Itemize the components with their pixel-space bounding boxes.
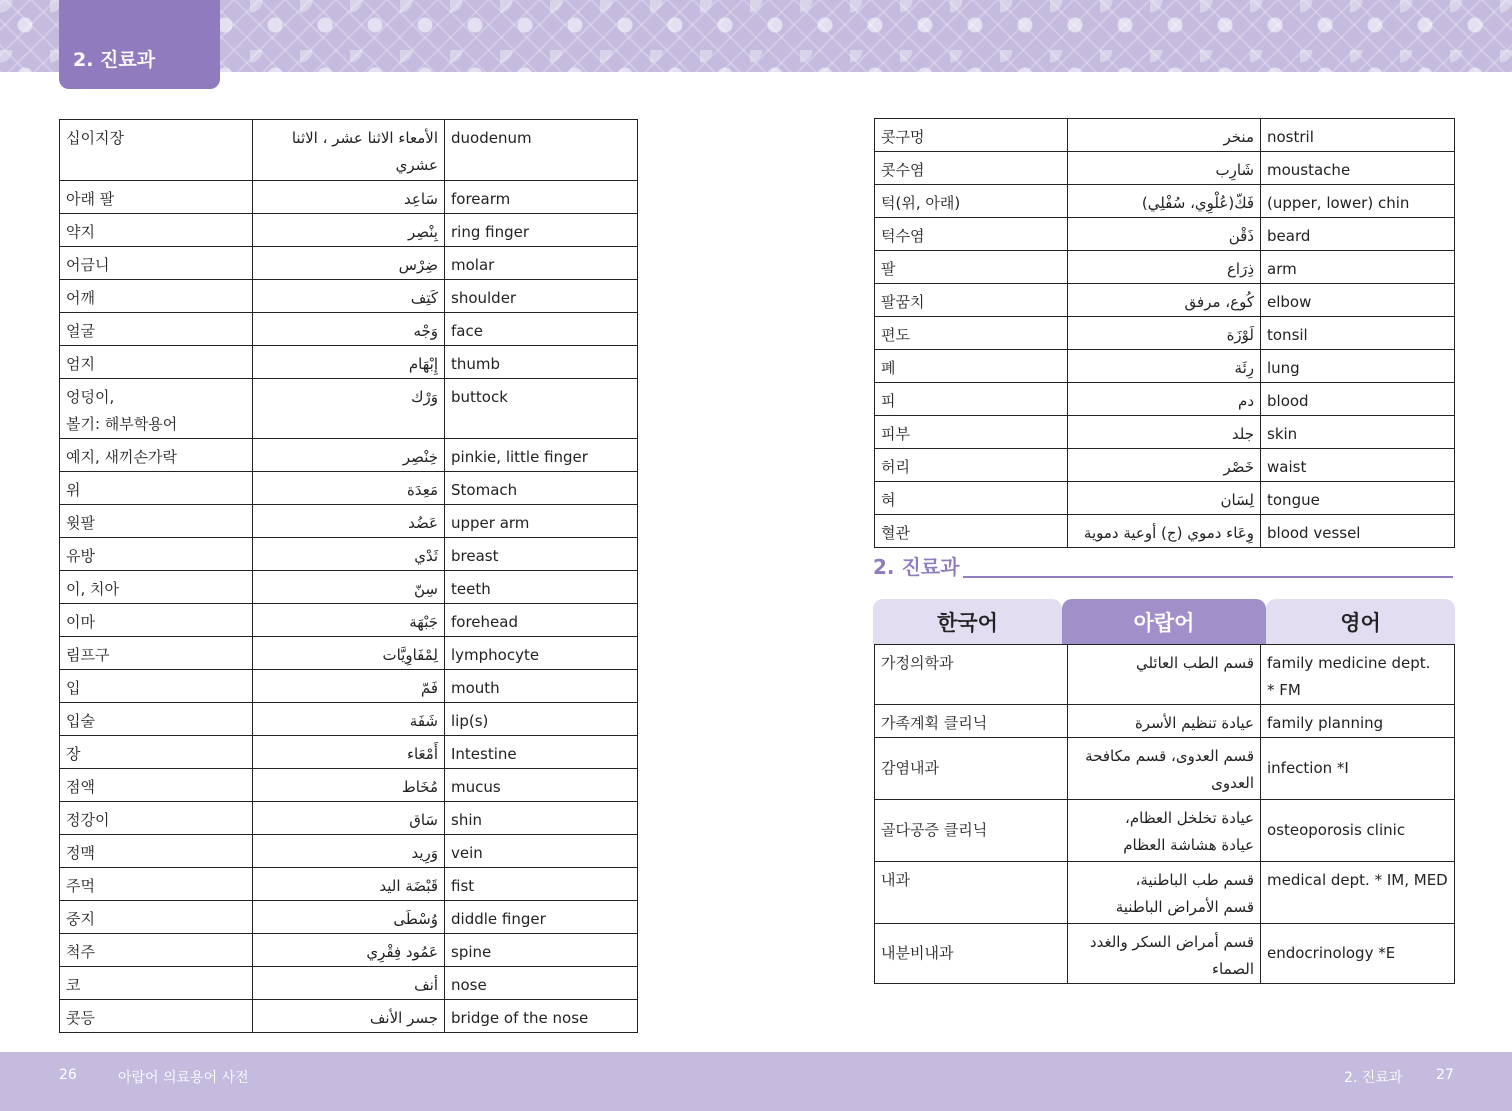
arabic-term: لَوْزَة (1068, 317, 1261, 350)
korean-term: 가족계획 클리닉 (875, 705, 1068, 738)
arabic-term: قسم الطب العائلي (1068, 645, 1261, 705)
english-term: lymphocyte (445, 637, 638, 670)
arabic-term: قسم طب الباطنية، قسم الأمراض الباطنية (1068, 862, 1261, 924)
english-term: upper arm (445, 505, 638, 538)
english-term: molar (445, 247, 638, 280)
table-row (60, 280, 638, 313)
page-number-left: 26 (59, 1067, 77, 1083)
english-term: buttock (445, 379, 638, 439)
table-row (60, 439, 638, 472)
arabic-term: الأمعاء الاثنا عشر ، الاثنا عشري (253, 120, 445, 181)
korean-term: 피부 (875, 416, 1068, 449)
table-row (60, 1000, 638, 1033)
arabic-term: ذَقْن (1068, 218, 1261, 251)
arabic-term: لِمْفَاوِيَّات (253, 637, 445, 670)
table-row (875, 218, 1455, 251)
left-vocab-table (59, 119, 638, 1033)
arabic-term: رِئَة (1068, 350, 1261, 383)
english-term: face (445, 313, 638, 346)
korean-term: 턱수염 (875, 218, 1068, 251)
page-number-right: 27 (1436, 1067, 1454, 1083)
english-term: nose (445, 967, 638, 1000)
table-row (875, 924, 1455, 984)
korean-term: 혀 (875, 482, 1068, 515)
table-row (875, 119, 1455, 152)
english-term: moustache (1261, 152, 1455, 185)
korean-term: 척주 (60, 934, 253, 967)
english-term: beard (1261, 218, 1455, 251)
arabic-term: قَبْضَة اليد (253, 868, 445, 901)
table-row (875, 383, 1455, 416)
korean-term: 팔꿈치 (875, 284, 1068, 317)
english-term: shin (445, 802, 638, 835)
english-term: breast (445, 538, 638, 571)
english-term: mouth (445, 670, 638, 703)
column-header-korean: 한국어 (873, 599, 1062, 644)
table-row (60, 505, 638, 538)
english-term: shoulder (445, 280, 638, 313)
english-term: lip(s) (445, 703, 638, 736)
korean-term: 어깨 (60, 280, 253, 313)
korean-term: 주먹 (60, 868, 253, 901)
english-term: fist (445, 868, 638, 901)
korean-term: 윗팔 (60, 505, 253, 538)
page-footer (0, 1052, 1512, 1111)
english-term: medical dept. * IM, MED (1261, 862, 1455, 924)
english-term: nostril (1261, 119, 1455, 152)
arabic-term: جسر الأنف (253, 1000, 445, 1033)
korean-term: 어금니 (60, 247, 253, 280)
decorative-header-band (0, 0, 1512, 72)
korean-term: 십이지장 (60, 120, 253, 181)
arabic-term: سَاعِد (253, 181, 445, 214)
korean-term: 얼굴 (60, 313, 253, 346)
english-term: elbow (1261, 284, 1455, 317)
english-term: endocrinology *E (1261, 924, 1455, 984)
english-term: Intestine (445, 736, 638, 769)
table-row (875, 645, 1455, 705)
english-term: lung (1261, 350, 1455, 383)
english-term: arm (1261, 251, 1455, 284)
korean-term: 편도 (875, 317, 1068, 350)
table-row (875, 482, 1455, 515)
arabic-term: خَصْر (1068, 449, 1261, 482)
korean-term: 유방 (60, 538, 253, 571)
english-term: waist (1261, 449, 1455, 482)
english-term: infection *I (1261, 738, 1455, 800)
arabic-term: قسم العدوى، قسم مكافحة العدوى (1068, 738, 1261, 800)
korean-term: 가정의학과 (875, 645, 1068, 705)
table-row (60, 120, 638, 181)
book-title: 아랍어 의료용어 사전 (118, 1070, 249, 1086)
table-row (875, 449, 1455, 482)
arabic-term: شَفَة (253, 703, 445, 736)
table-row (875, 284, 1455, 317)
korean-term: 엄지 (60, 346, 253, 379)
korean-term: 콧수염 (875, 152, 1068, 185)
english-term: vein (445, 835, 638, 868)
english-term: family medicine dept. * FM (1261, 645, 1455, 705)
table-row (875, 350, 1455, 383)
table-row (875, 416, 1455, 449)
footer-chapter: 2. 진료과 (1344, 1070, 1403, 1086)
section-rule (963, 576, 1453, 578)
english-term: bridge of the nose (445, 1000, 638, 1033)
korean-term: 콧구멍 (875, 119, 1068, 152)
korean-term: 팔 (875, 251, 1068, 284)
english-term: blood (1261, 383, 1455, 416)
korean-term: 장 (60, 736, 253, 769)
arabic-term: ثَدْي (253, 538, 445, 571)
column-header-arabic: 아랍어 (1062, 599, 1266, 644)
arabic-term: وُسْطَى (253, 901, 445, 934)
arabic-term: أَمْعَاء (253, 736, 445, 769)
arabic-term: وِعَاء دموي (ج) أوعية دموية (1068, 515, 1261, 548)
table-row (875, 152, 1455, 185)
english-term: osteoporosis clinic (1261, 800, 1455, 862)
table-row (875, 800, 1455, 862)
table-row (60, 736, 638, 769)
korean-term: 림프구 (60, 637, 253, 670)
table-row (60, 802, 638, 835)
table-row (875, 862, 1455, 924)
english-term: tongue (1261, 482, 1455, 515)
table-row (875, 185, 1455, 218)
english-term: Stomach (445, 472, 638, 505)
korean-term: 이마 (60, 604, 253, 637)
arabic-term: وَرْك (253, 379, 445, 439)
korean-term: 엉덩이, 볼기: 해부학용어 (60, 379, 253, 439)
arabic-term: مَعِدَة (253, 472, 445, 505)
table-row (60, 379, 638, 439)
right-vocab-table (874, 118, 1455, 548)
korean-term: 콧등 (60, 1000, 253, 1033)
arabic-term: عيادة تخلخل العظام، عيادة هشاشة العظام (1068, 800, 1261, 862)
korean-term: 예지, 새끼손가락 (60, 439, 253, 472)
korean-term: 허리 (875, 449, 1068, 482)
arabic-term: كَتِف (253, 280, 445, 313)
korean-term: 중지 (60, 901, 253, 934)
table-row (60, 769, 638, 802)
arabic-term: عيادة تنظيم الأسرة (1068, 705, 1261, 738)
arabic-term: جلد (1068, 416, 1261, 449)
arabic-term: أنف (253, 967, 445, 1000)
korean-term: 약지 (60, 214, 253, 247)
korean-term: 이, 치아 (60, 571, 253, 604)
arabic-term: كُوع، مرفق (1068, 284, 1261, 317)
arabic-term: فَكّ(عُلْوِي، سُفْلِي) (1068, 185, 1261, 218)
english-term: (upper, lower) chin (1261, 185, 1455, 218)
arabic-term: شَارِب (1068, 152, 1261, 185)
table-row (60, 313, 638, 346)
arabic-term: وَرِيد (253, 835, 445, 868)
table-row (60, 868, 638, 901)
arabic-term: دم (1068, 383, 1261, 416)
english-term: duodenum (445, 120, 638, 181)
section-heading (873, 556, 1453, 580)
korean-term: 정강이 (60, 802, 253, 835)
arabic-term: بِنْصِر (253, 214, 445, 247)
table-row (60, 247, 638, 280)
korean-term: 아래 팔 (60, 181, 253, 214)
korean-term: 코 (60, 967, 253, 1000)
arabic-term: عَمُود فِقْرِي (253, 934, 445, 967)
korean-term: 골다공증 클리닉 (875, 800, 1068, 862)
table-row (60, 637, 638, 670)
arabic-term: ذِرَاع (1068, 251, 1261, 284)
table-row (875, 251, 1455, 284)
column-headers (873, 599, 1455, 644)
department-table (874, 644, 1455, 984)
arabic-term: منخر (1068, 119, 1261, 152)
korean-term: 입술 (60, 703, 253, 736)
english-term: family planning (1261, 705, 1455, 738)
arabic-term: خِنْصِر (253, 439, 445, 472)
korean-term: 턱(위, 아래) (875, 185, 1068, 218)
table-row (60, 835, 638, 868)
table-row (60, 901, 638, 934)
arabic-term: سِنّ (253, 571, 445, 604)
english-term: thumb (445, 346, 638, 379)
table-row (60, 703, 638, 736)
arabic-term: ضِرْس (253, 247, 445, 280)
english-term: teeth (445, 571, 638, 604)
table-row (875, 705, 1455, 738)
table-row (60, 538, 638, 571)
arabic-term: وَجْه (253, 313, 445, 346)
arabic-term: عَضُد (253, 505, 445, 538)
arabic-term: قسم أمراض السكر والغدد الصماء (1068, 924, 1261, 984)
korean-term: 정맥 (60, 835, 253, 868)
table-row (875, 738, 1455, 800)
english-term: forearm (445, 181, 638, 214)
table-row (60, 934, 638, 967)
table-row (60, 967, 638, 1000)
korean-term: 폐 (875, 350, 1068, 383)
table-row (60, 472, 638, 505)
korean-term: 입 (60, 670, 253, 703)
english-term: diddle finger (445, 901, 638, 934)
section-title: 2. 진료과 (873, 555, 960, 579)
english-term: pinkie, little finger (445, 439, 638, 472)
arabic-term: مُخَاط (253, 769, 445, 802)
table-row (60, 346, 638, 379)
table-row (60, 571, 638, 604)
english-term: skin (1261, 416, 1455, 449)
english-term: blood vessel (1261, 515, 1455, 548)
arabic-term: سَاق (253, 802, 445, 835)
arabic-term: جَبْهَة (253, 604, 445, 637)
korean-term: 내분비내과 (875, 924, 1068, 984)
korean-term: 감염내과 (875, 738, 1068, 800)
english-term: tonsil (1261, 317, 1455, 350)
korean-term: 내과 (875, 862, 1068, 924)
english-term: forehead (445, 604, 638, 637)
korean-term: 위 (60, 472, 253, 505)
english-term: mucus (445, 769, 638, 802)
table-row (875, 515, 1455, 548)
korean-term: 피 (875, 383, 1068, 416)
table-row (60, 181, 638, 214)
arabic-term: إِبْهَام (253, 346, 445, 379)
korean-term: 점액 (60, 769, 253, 802)
english-term: spine (445, 934, 638, 967)
arabic-term: لِسَان (1068, 482, 1261, 515)
column-header-english: 영어 (1266, 599, 1455, 644)
table-row (60, 604, 638, 637)
korean-term: 혈관 (875, 515, 1068, 548)
table-row (60, 670, 638, 703)
arabic-term: فَمّ (253, 670, 445, 703)
table-row (60, 214, 638, 247)
table-row (875, 317, 1455, 350)
english-term: ring finger (445, 214, 638, 247)
chapter-tab: 2. 진료과 (59, 0, 220, 89)
